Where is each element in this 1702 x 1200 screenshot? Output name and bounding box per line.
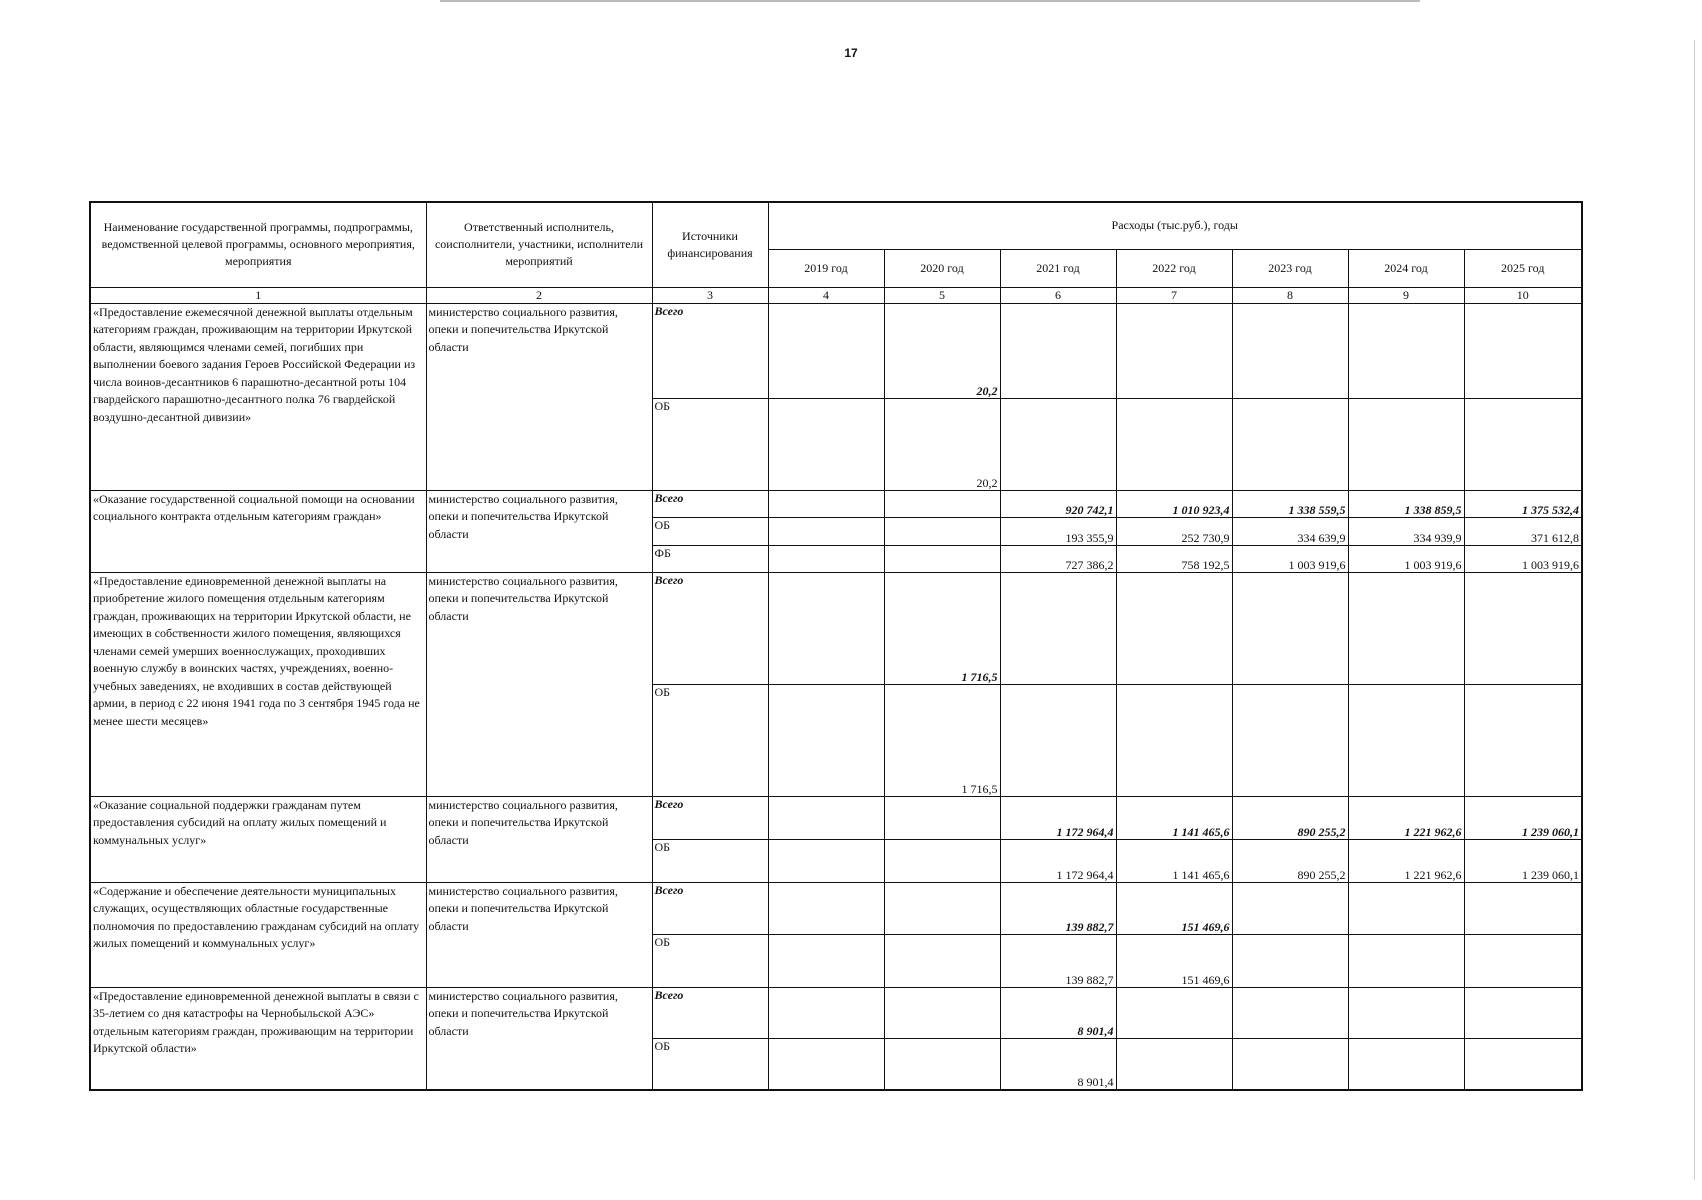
column-number: 3: [652, 287, 768, 303]
column-number: 7: [1116, 287, 1232, 303]
column-number: 5: [884, 287, 1000, 303]
funding-source-cell: ОБ: [652, 684, 768, 796]
expense-value-cell: [884, 490, 1000, 517]
header-name: Наименование государственной программы, подпрограммы, ведомственной целевой программы, основного мероприятия, мероприятия: [90, 202, 426, 287]
expense-value-cell: [884, 934, 1000, 987]
expense-value-cell: [768, 882, 884, 934]
expense-value-cell: [884, 545, 1000, 572]
funding-source-cell: Всего: [652, 572, 768, 684]
expense-value-cell: 20,2: [884, 398, 1000, 490]
funding-source-cell: ФБ: [652, 545, 768, 572]
expense-value-cell: 727 386,2: [1000, 545, 1116, 572]
column-number: 8: [1232, 287, 1348, 303]
column-number: 10: [1464, 287, 1582, 303]
expense-value-cell: [1116, 303, 1232, 398]
expense-value-cell: [1000, 398, 1116, 490]
expense-value-cell: [1464, 572, 1582, 684]
header-expenses: Расходы (тыс.руб.), годы: [768, 202, 1582, 249]
expense-value-cell: [1464, 987, 1582, 1038]
scan-top-edge: [440, 0, 1420, 2]
table-row: [90, 303, 1582, 398]
budget-table: [89, 201, 1583, 1091]
table-row: [90, 572, 1582, 684]
table-row: [90, 490, 1582, 517]
column-number: 4: [768, 287, 884, 303]
table-row: [90, 882, 1582, 934]
expense-value-cell: 1 003 919,6: [1232, 545, 1348, 572]
expense-value-cell: [1464, 882, 1582, 934]
expense-value-cell: [768, 987, 884, 1038]
expense-value-cell: [1348, 987, 1464, 1038]
expense-value-cell: 1 172 964,4: [1000, 796, 1116, 839]
expense-value-cell: [1232, 572, 1348, 684]
expense-value-cell: [1232, 882, 1348, 934]
header-row: [90, 202, 1582, 249]
table-body: [90, 303, 1582, 1090]
funding-source-cell: ОБ: [652, 398, 768, 490]
executor-cell: министерство социального развития, опеки и попечительства Иркутской области: [426, 303, 652, 490]
table-row: [90, 987, 1582, 1038]
expense-value-cell: [1348, 303, 1464, 398]
expense-value-cell: 139 882,7: [1000, 934, 1116, 987]
funding-source-cell: Всего: [652, 987, 768, 1038]
expense-value-cell: 1 716,5: [884, 572, 1000, 684]
expense-value-cell: 1 375 532,4: [1464, 490, 1582, 517]
expense-value-cell: [768, 934, 884, 987]
funding-source-cell: ОБ: [652, 839, 768, 882]
expense-value-cell: 920 742,1: [1000, 490, 1116, 517]
table-row: [90, 796, 1582, 839]
funding-source-cell: Всего: [652, 882, 768, 934]
executor-cell: министерство социального развития, опеки и попечительства Иркутской области: [426, 882, 652, 987]
expense-value-cell: [1232, 684, 1348, 796]
funding-source-cell: Всего: [652, 303, 768, 398]
column-number: 2: [426, 287, 652, 303]
expense-value-cell: [1116, 572, 1232, 684]
executor-cell: министерство социального развития, опеки и попечительства Иркутской области: [426, 987, 652, 1090]
expense-value-cell: [1232, 934, 1348, 987]
expense-value-cell: 252 730,9: [1116, 517, 1232, 545]
expense-value-cell: 371 612,8: [1464, 517, 1582, 545]
program-name-cell: «Предоставление ежемесячной денежной выплаты отдельным категориям граждан, проживающим на территории Иркутской области, являющимся членами семей, погибших при выполнении боевого задания Героев Российской Федерации из числа воинов-десантников 6 парашютно-десантной роты 104 гвардейского парашютно-десантного полка 76 гвардейской воздушно-десантной дивизии»: [90, 303, 426, 490]
expense-value-cell: 1 141 465,6: [1116, 796, 1232, 839]
scan-right-edge: [1694, 40, 1695, 1180]
program-name-cell: «Содержание и обеспечение деятельности муниципальных служащих, осуществляющих областные государственные полномочия по предоставлению гражданам субсидий на оплату жилых помещений и коммунальных услуг»: [90, 882, 426, 987]
page-number: 17: [844, 46, 858, 60]
expense-value-cell: 758 192,5: [1116, 545, 1232, 572]
executor-cell: министерство социального развития, опеки и попечительства Иркутской области: [426, 572, 652, 796]
expense-value-cell: [1116, 1038, 1232, 1090]
funding-source-cell: ОБ: [652, 1038, 768, 1090]
funding-source-cell: ОБ: [652, 934, 768, 987]
expense-value-cell: [1116, 398, 1232, 490]
expense-value-cell: 1 716,5: [884, 684, 1000, 796]
header-executor: Ответственный исполнитель, соисполнители, участники, исполнители мероприятий: [426, 202, 652, 287]
expense-value-cell: 1 003 919,6: [1464, 545, 1582, 572]
expense-value-cell: [1232, 303, 1348, 398]
expense-value-cell: [1232, 987, 1348, 1038]
expense-value-cell: [1348, 934, 1464, 987]
expense-value-cell: 8 901,4: [1000, 987, 1116, 1038]
expense-value-cell: [1464, 1038, 1582, 1090]
expense-value-cell: 151 469,6: [1116, 882, 1232, 934]
header-year: 2025 год: [1464, 249, 1582, 287]
expense-value-cell: 20,2: [884, 303, 1000, 398]
expense-value-cell: [768, 545, 884, 572]
expense-value-cell: 1 003 919,6: [1348, 545, 1464, 572]
header-year: 2019 год: [768, 249, 884, 287]
column-number: 6: [1000, 287, 1116, 303]
column-number: 9: [1348, 287, 1464, 303]
executor-cell: министерство социального развития, опеки и попечительства Иркутской области: [426, 490, 652, 572]
funding-source-cell: Всего: [652, 490, 768, 517]
expense-value-cell: 151 469,6: [1116, 934, 1232, 987]
expense-value-cell: [1000, 684, 1116, 796]
expense-value-cell: [768, 796, 884, 839]
expense-value-cell: [768, 490, 884, 517]
expense-value-cell: [1464, 398, 1582, 490]
expense-value-cell: 1 221 962,6: [1348, 796, 1464, 839]
expense-value-cell: [768, 684, 884, 796]
expense-value-cell: [1348, 572, 1464, 684]
expense-value-cell: [884, 882, 1000, 934]
header-year: 2022 год: [1116, 249, 1232, 287]
expense-value-cell: [1348, 882, 1464, 934]
expense-value-cell: [884, 796, 1000, 839]
expense-value-cell: [1348, 684, 1464, 796]
expense-value-cell: 1 221 962,6: [1348, 839, 1464, 882]
expense-value-cell: 334 939,9: [1348, 517, 1464, 545]
expense-value-cell: [1232, 398, 1348, 490]
expense-value-cell: 1 338 559,5: [1232, 490, 1348, 517]
expense-value-cell: [768, 398, 884, 490]
expense-value-cell: 193 355,9: [1000, 517, 1116, 545]
program-name-cell: «Предоставление единовременной денежной выплаты в связи с 35-летием со дня катастрофы на Чернобыльской АЭС» отдельным категориям граждан, проживающим на территории Иркутской области»: [90, 987, 426, 1090]
expense-value-cell: [1000, 303, 1116, 398]
expense-value-cell: [884, 987, 1000, 1038]
expense-value-cell: 1 338 859,5: [1348, 490, 1464, 517]
expense-value-cell: [1348, 1038, 1464, 1090]
expense-value-cell: [884, 1038, 1000, 1090]
funding-source-cell: ОБ: [652, 517, 768, 545]
expense-value-cell: 1 239 060,1: [1464, 839, 1582, 882]
program-name-cell: «Предоставление единовременной денежной выплаты на приобретение жилого помещения отдельным категориям граждан, проживающих на территории Иркутской области, не имеющих в собственности жилого помещения, являющихся членами семей умерших военнослужащих, проходивших военную службу в воинских частях, учреждениях, военно-учебных заведениях, не входивших в состав действующей армии, в период с 22 июня 1941 года по 3 сентября 1945 года не менее шести месяцев»: [90, 572, 426, 796]
expense-value-cell: 1 010 923,4: [1116, 490, 1232, 517]
expense-value-cell: [1348, 398, 1464, 490]
expense-value-cell: [1116, 684, 1232, 796]
column-number: 1: [90, 287, 426, 303]
expense-value-cell: [884, 517, 1000, 545]
expense-value-cell: [1000, 572, 1116, 684]
header-year: 2024 год: [1348, 249, 1464, 287]
executor-cell: министерство социального развития, опеки и попечительства Иркутской области: [426, 796, 652, 882]
header-year: 2023 год: [1232, 249, 1348, 287]
expense-value-cell: [768, 303, 884, 398]
header-source: Источники финансирования: [652, 202, 768, 287]
expense-value-cell: 139 882,7: [1000, 882, 1116, 934]
header-year: 2020 год: [884, 249, 1000, 287]
funding-source-cell: Всего: [652, 796, 768, 839]
expense-value-cell: [884, 839, 1000, 882]
expense-value-cell: 8 901,4: [1000, 1038, 1116, 1090]
expense-value-cell: [1464, 934, 1582, 987]
expense-value-cell: [1464, 684, 1582, 796]
expense-value-cell: [768, 517, 884, 545]
expense-value-cell: 1 172 964,4: [1000, 839, 1116, 882]
expense-value-cell: [768, 839, 884, 882]
program-name-cell: «Оказание государственной социальной помощи на основании социального контракта отдельным категориям граждан»: [90, 490, 426, 572]
expense-value-cell: 890 255,2: [1232, 839, 1348, 882]
expense-value-cell: [768, 572, 884, 684]
expense-value-cell: [1116, 987, 1232, 1038]
expense-value-cell: [1232, 1038, 1348, 1090]
expense-value-cell: 1 141 465,6: [1116, 839, 1232, 882]
header-year: 2021 год: [1000, 249, 1116, 287]
expense-value-cell: [768, 1038, 884, 1090]
expense-value-cell: 1 239 060,1: [1464, 796, 1582, 839]
program-name-cell: «Оказание социальной поддержки гражданам путем предоставления субсидий на оплату жилых помещений и коммунальных услуг»: [90, 796, 426, 882]
expense-value-cell: [1464, 303, 1582, 398]
expense-value-cell: 890 255,2: [1232, 796, 1348, 839]
column-numbers-row: [90, 287, 1582, 303]
expense-value-cell: 334 639,9: [1232, 517, 1348, 545]
